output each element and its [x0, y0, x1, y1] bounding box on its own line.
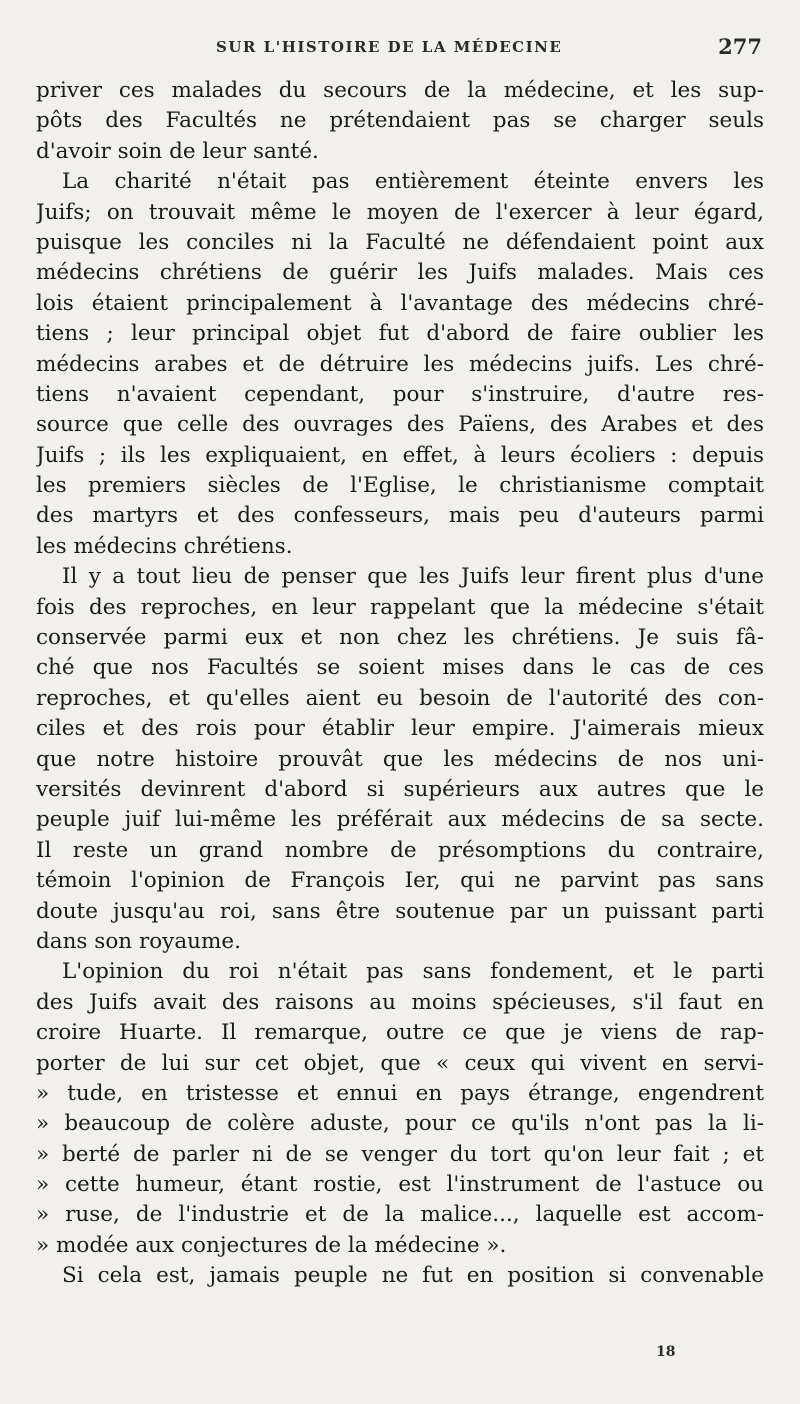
text-line: peuple juif lui-même les préférait aux médecins de sa secte. — [36, 807, 764, 833]
text-line: médecins chrétiens de guérir les Juifs malades. Mais ces — [36, 260, 764, 286]
page-number: 277 — [718, 34, 762, 59]
text-line: d'avoir soin de leur santé. — [36, 138, 319, 164]
text-line: » beaucoup de colère aduste, pour ce qu'ils n'ont pas la li- — [36, 1111, 764, 1137]
text-line: croire Huarte. Il remarque, outre ce que je viens de rap- — [36, 1020, 764, 1046]
text-line: doute jusqu'au roi, sans être soutenue par un puissant parti — [36, 898, 764, 924]
text-line: source que celle des ouvrages des Païens, des Arabes et des — [36, 412, 764, 438]
text-line: témoin l'opinion de François Ier, qui ne parvint pas sans — [36, 868, 764, 894]
text-line: La charité n'était pas entièrement éteinte envers les — [62, 169, 764, 195]
text-line: ciles et des rois pour établir leur empire. J'aimerais mieux — [36, 716, 764, 742]
text-line: que notre histoire prouvât que les médecins de nos uni- — [36, 746, 764, 772]
text-line: ché que nos Facultés se soient mises dans le cas de ces — [36, 655, 764, 681]
text-line: » ruse, de l'industrie et de la malice..., laquelle est accom- — [36, 1202, 764, 1228]
text-line: Il y a tout lieu de penser que les Juifs leur firent plus d'une — [62, 564, 764, 590]
text-line: les médecins chrétiens. — [36, 533, 293, 559]
text-line: porter de lui sur cet objet, que « ceux qui vivent en servi- — [36, 1050, 764, 1076]
text-line: Juifs; on trouvait même le moyen de l'exercer à leur égard, — [36, 199, 764, 225]
body-text — [36, 76, 764, 1292]
text-line: reproches, et qu'elles aient eu besoin de l'autorité des con- — [36, 685, 764, 711]
text-line: L'opinion du roi n'était pas sans fondement, et le parti — [62, 959, 764, 985]
text-line: des martyrs et des confesseurs, mais peu d'auteurs parmi — [36, 503, 764, 529]
text-line: » berté de parler ni de se venger du tort qu'on leur fait ; et — [36, 1141, 764, 1167]
text-line: versités devinrent d'abord si supérieurs aux autres que le — [36, 776, 764, 802]
text-line: dans son royaume. — [36, 928, 241, 954]
text-line: tiens ; leur principal objet fut d'abord de faire oublier les — [36, 321, 764, 347]
text-line: » tude, en tristesse et ennui en pays étrange, engendrent — [36, 1080, 764, 1106]
text-line: conservée parmi eux et non chez les chrétiens. Je suis fâ- — [36, 625, 764, 651]
text-line: » cette humeur, étant rostie, est l'instrument de l'astuce ou — [36, 1172, 764, 1198]
text-line: Si cela est, jamais peuple ne fut en position si convenable — [62, 1263, 764, 1289]
text-line: » modée aux conjectures de la médecine ». — [36, 1232, 507, 1258]
text-line: priver ces malades du secours de la médecine, et les sup- — [36, 78, 764, 103]
signature-mark: 18 — [656, 1344, 676, 1360]
running-title: SUR L'HISTOIRE DE LA MÉDECINE — [216, 38, 563, 56]
text-line: puisque les conciles ni la Faculté ne défendaient point aux — [36, 229, 764, 255]
running-header — [36, 34, 766, 64]
text-line: les premiers siècles de l'Eglise, le christianisme comptait — [36, 473, 764, 499]
text-line: Il reste un grand nombre de présomptions du contraire, — [36, 837, 764, 863]
text-line: des Juifs avait des raisons au moins spécieuses, s'il faut en — [36, 989, 764, 1015]
text-line: fois des reproches, en leur rappelant que la médecine s'était — [36, 594, 764, 620]
text-line: tiens n'avaient cependant, pour s'instruire, d'autre res- — [36, 381, 764, 407]
text-line: pôts des Facultés ne prétendaient pas se charger seuls — [36, 108, 764, 134]
text-line: lois étaient principalement à l'avantage des médecins chré- — [36, 290, 764, 316]
text-line: médecins arabes et de détruire les médecins juifs. Les chré- — [36, 351, 764, 377]
text-line: Juifs ; ils les expliquaient, en effet, à leurs écoliers : depuis — [36, 442, 764, 468]
